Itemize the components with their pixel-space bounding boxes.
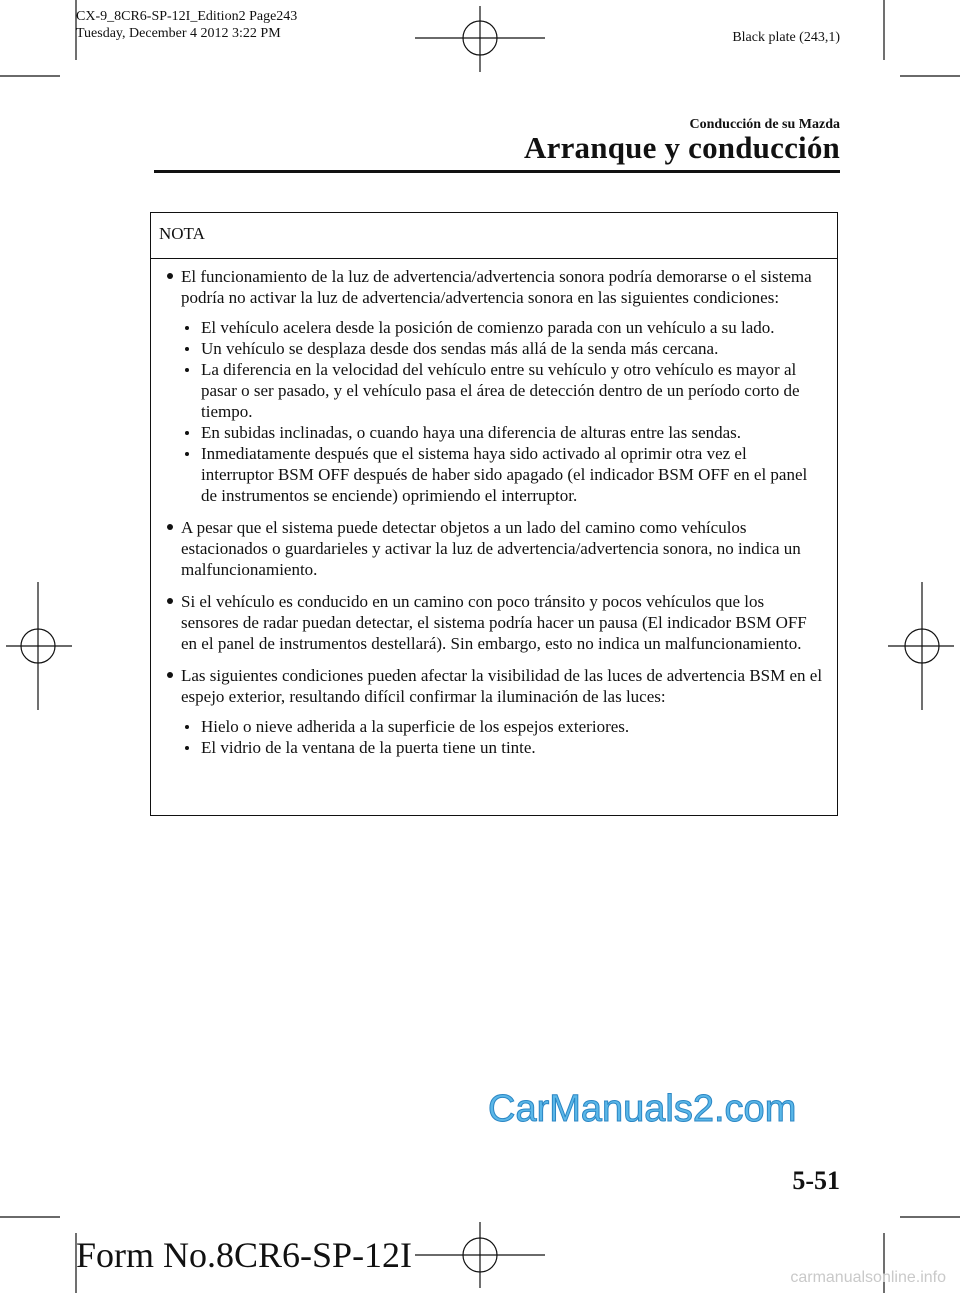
note-sub-list <box>181 317 823 506</box>
note-bullet-text: A pesar que el sistema puede detectar objetos a un lado del camino como vehículos estacionados o guardarieles y activar la luz de advertencia/advertencia sonora, no indica un malfuncionamiento. <box>181 518 801 579</box>
note-title: NOTA <box>151 213 837 259</box>
plate-label: Black plate (243,1) <box>732 30 840 45</box>
form-number: Form No.8CR6-SP-12I <box>76 1235 413 1275</box>
note-bullet-text: El funcionamiento de la luz de advertencia/advertencia sonora podría demorarse o el sistema podría no activar la luz de advertencia/advertencia sonora en las siguientes condiciones: <box>181 267 812 307</box>
print-info-line-1: CX-9_8CR6-SP-12I_Edition2 Page243 <box>76 9 298 24</box>
site-watermark: carmanualsonline.info <box>790 1269 946 1286</box>
note-sub-item: Hielo o nieve adherida a la superficie de los espejos exteriores. <box>181 716 823 737</box>
note-sub-item: El vidrio de la ventana de la puerta tiene un tinte. <box>181 737 823 758</box>
note-sub-item: La diferencia en la velocidad del vehículo entre su vehículo y otro vehículo es mayor al pasar o ser pasado, y el vehículo pasa el área de detección dentro de un período corto de tiempo. <box>181 359 823 422</box>
note-sub-item: Inmediatamente después que el sistema haya sido activado al oprimir otra vez el interruptor BSM OFF después de haber sido apagado (el indicador BSM OFF en el panel de instrumentos se enciende) oprimiendo el interruptor. <box>181 443 823 506</box>
note-sub-item: Un vehículo se desplaza desde dos sendas más allá de la senda más cercana. <box>181 338 823 359</box>
registration-mark-top <box>415 6 545 72</box>
chapter-title: Arranque y conducción <box>524 130 840 165</box>
registration-mark-right <box>888 582 954 710</box>
note-bullet <box>163 665 823 758</box>
print-info <box>76 8 297 42</box>
registration-mark-left <box>6 582 72 710</box>
note-bullet-text: Las siguientes condiciones pueden afectar la visibilidad de las luces de advertencia BSM en el espejo exterior, resultando difícil confirmar la iluminación de las luces: <box>181 666 823 706</box>
note-bullet <box>163 266 823 506</box>
note-bullet <box>163 517 823 580</box>
section-label: Conducción de su Mazda <box>689 117 840 132</box>
note-bullet <box>163 591 823 654</box>
registration-mark-bottom <box>415 1222 545 1288</box>
watermark-logo: CarManuals2.com <box>488 1088 797 1130</box>
note-body <box>151 259 837 758</box>
note-bullet-text: Si el vehículo es conducido en un camino con poco tránsito y pocos vehículos que los sensores de radar puedan detectar, el sistema podría hacer un pausa (El indicador BSM OFF en el panel de instrumentos destellará). Sin embargo, esto no indica un malfuncionamiento. <box>181 592 807 653</box>
note-box <box>150 212 838 816</box>
page-number: 5-51 <box>792 1166 840 1195</box>
note-sub-item: El vehículo acelera desde la posición de comienzo parada con un vehículo a su lado. <box>181 317 823 338</box>
print-info-line-2: Tuesday, December 4 2012 3:22 PM <box>76 26 281 41</box>
note-sub-list <box>181 716 823 758</box>
header-rule <box>154 170 840 173</box>
note-sub-item: En subidas inclinadas, o cuando haya una diferencia de alturas entre las sendas. <box>181 422 823 443</box>
